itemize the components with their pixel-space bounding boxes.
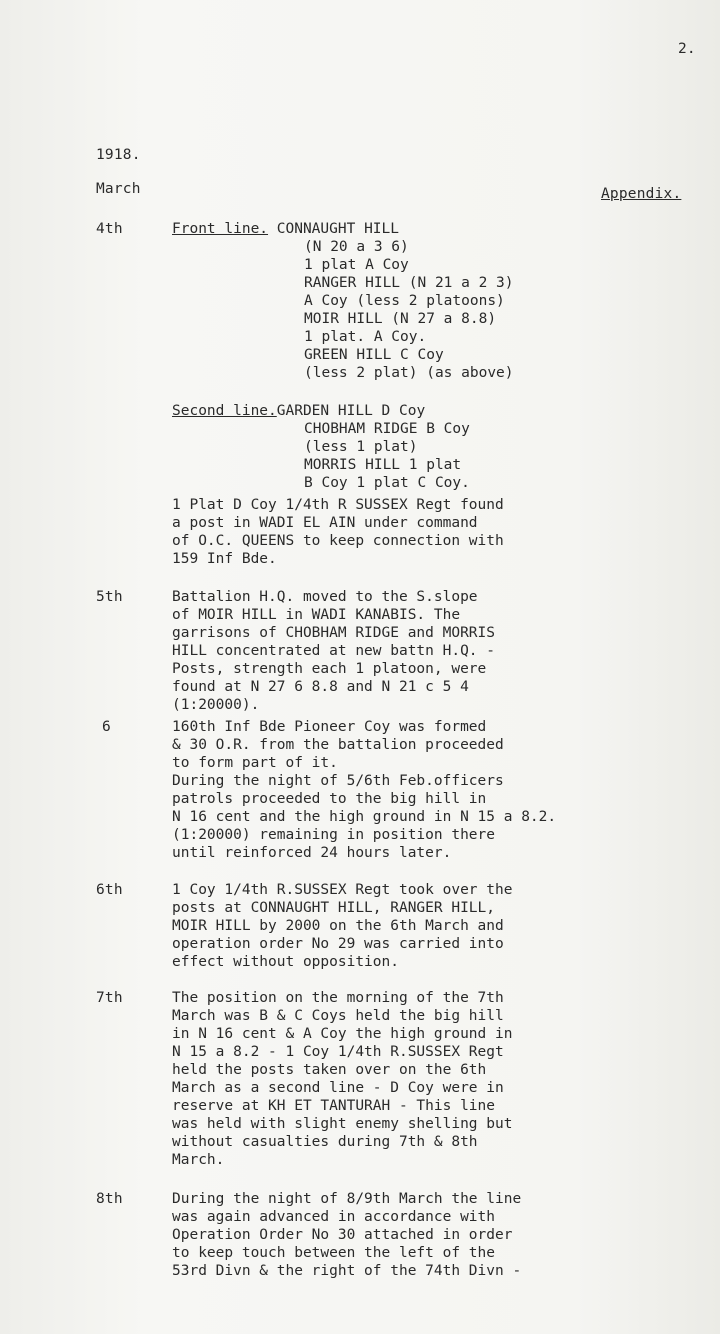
text-line: The position on the morning of the 7th (172, 990, 504, 1006)
text-line: found at N 27 6 8.8 and N 21 c 5 4 (172, 679, 469, 695)
entry-6th-text (172, 881, 512, 971)
text-line: HILL concentrated at new battn H.Q. - (172, 643, 496, 659)
front-line-text: 1 plat. A Coy. (304, 329, 427, 345)
text-line: MOIR HILL by 2000 on the 6th March and (172, 918, 504, 934)
text-line: in N 16 cent & A Coy the high ground in (172, 1026, 513, 1042)
text-line: posts at CONNAUGHT HILL, RANGER HILL, (172, 900, 496, 916)
text-line: Posts, strength each 1 platoon, were (172, 661, 487, 677)
text-line: of MOIR HILL in WADI KANABIS. The (172, 607, 461, 623)
second-line-label: Second line. (172, 403, 277, 419)
front-line-label: Front line. (172, 221, 269, 237)
front-line-text: RANGER HILL (N 21 a 2 3) (304, 275, 514, 291)
text-line: to form part of it. (172, 755, 338, 771)
text-line: During the night of 5/6th Feb.officers (172, 773, 504, 789)
text-line: N 15 a 8.2 - 1 Coy 1/4th R.SUSSEX Regt (172, 1044, 504, 1060)
front-line-text: A Coy (less 2 platoons) (304, 293, 505, 309)
page-number: 2. (678, 41, 696, 57)
second-line-section (172, 402, 470, 492)
entry-date-5th: 5th (96, 589, 123, 605)
text-line: 53rd Divn & the right of the 74th Divn - (172, 1263, 522, 1279)
front-line-text: CONNAUGHT HILL (276, 221, 399, 237)
second-line-text: GARDEN HILL D Coy (276, 403, 426, 419)
text-line: of O.C. QUEENS to keep connection with (172, 533, 504, 549)
entry-7th-text (172, 989, 512, 1169)
entry-date-7th: 7th (96, 990, 123, 1006)
text-line: 159 Inf Bde. (172, 551, 277, 567)
second-line-text: (less 1 plat) (304, 439, 418, 455)
text-line: N 16 cent and the high ground in N 15 a 8.2. (172, 809, 557, 825)
text-line: was again advanced in accordance with (172, 1209, 496, 1225)
second-line-text: B Coy 1 plat C Coy. (304, 475, 470, 491)
entry-date-4th: 4th (96, 221, 123, 237)
text-line: Operation Order No 30 attached in order (172, 1227, 513, 1243)
text-line: held the posts taken over on the 6th (172, 1062, 487, 1078)
text-line: garrisons of CHOBHAM RIDGE and MORRIS (172, 625, 496, 641)
text-line: March. (172, 1152, 225, 1168)
front-line-section (172, 220, 514, 382)
entry-date-8th: 8th (96, 1191, 123, 1207)
appendix-heading: Appendix. (601, 186, 682, 202)
entry-date-6th: 6th (96, 882, 123, 898)
entry-4th-note (172, 496, 504, 568)
text-line: March as a second line - D Coy were in (172, 1080, 504, 1096)
text-line: (1:20000). (172, 697, 260, 713)
entry-5th-text (172, 588, 495, 714)
text-line: (1:20000) remaining in position there (172, 827, 496, 843)
front-line-text: MOIR HILL (N 27 a 8.8) (304, 311, 497, 327)
second-line-text: CHOBHAM RIDGE B Coy (304, 421, 470, 437)
text-line: March was B & C Coys held the big hill (172, 1008, 504, 1024)
text-line: Battalion H.Q. moved to the S.slope (172, 589, 478, 605)
entry-date-6: 6 (102, 719, 111, 735)
text-line: a post in WADI EL AIN under command (172, 515, 478, 531)
year-heading: 1918. (96, 147, 141, 163)
text-line: effect without opposition. (172, 954, 399, 970)
text-line: 1 Coy 1/4th R.SUSSEX Regt took over the (172, 882, 513, 898)
text-line: 1 Plat D Coy 1/4th R SUSSEX Regt found (172, 497, 504, 513)
second-line-text: MORRIS HILL 1 plat (304, 457, 462, 473)
text-line: to keep touch between the left of the (172, 1245, 496, 1261)
front-line-text: (N 20 a 3 6) (304, 239, 409, 255)
text-line: until reinforced 24 hours later. (172, 845, 452, 861)
front-line-text: GREEN HILL C Coy (304, 347, 444, 363)
text-line: was held with slight enemy shelling but (172, 1116, 513, 1132)
text-line: operation order No 29 was carried into (172, 936, 504, 952)
entry-8th-text (172, 1190, 521, 1280)
month-heading: March (96, 181, 141, 197)
text-line: & 30 O.R. from the battalion proceeded (172, 737, 504, 753)
text-line: without casualties during 7th & 8th (172, 1134, 478, 1150)
text-line: reserve at KH ET TANTURAH - This line (172, 1098, 496, 1114)
text-line: During the night of 8/9th March the line (172, 1191, 522, 1207)
front-line-text: (less 2 plat) (as above) (304, 365, 514, 381)
front-line-text: 1 plat A Coy (304, 257, 409, 273)
entry-6-text (172, 718, 556, 862)
text-line: 160th Inf Bde Pioneer Coy was formed (172, 719, 487, 735)
text-line: patrols proceeded to the big hill in (172, 791, 487, 807)
